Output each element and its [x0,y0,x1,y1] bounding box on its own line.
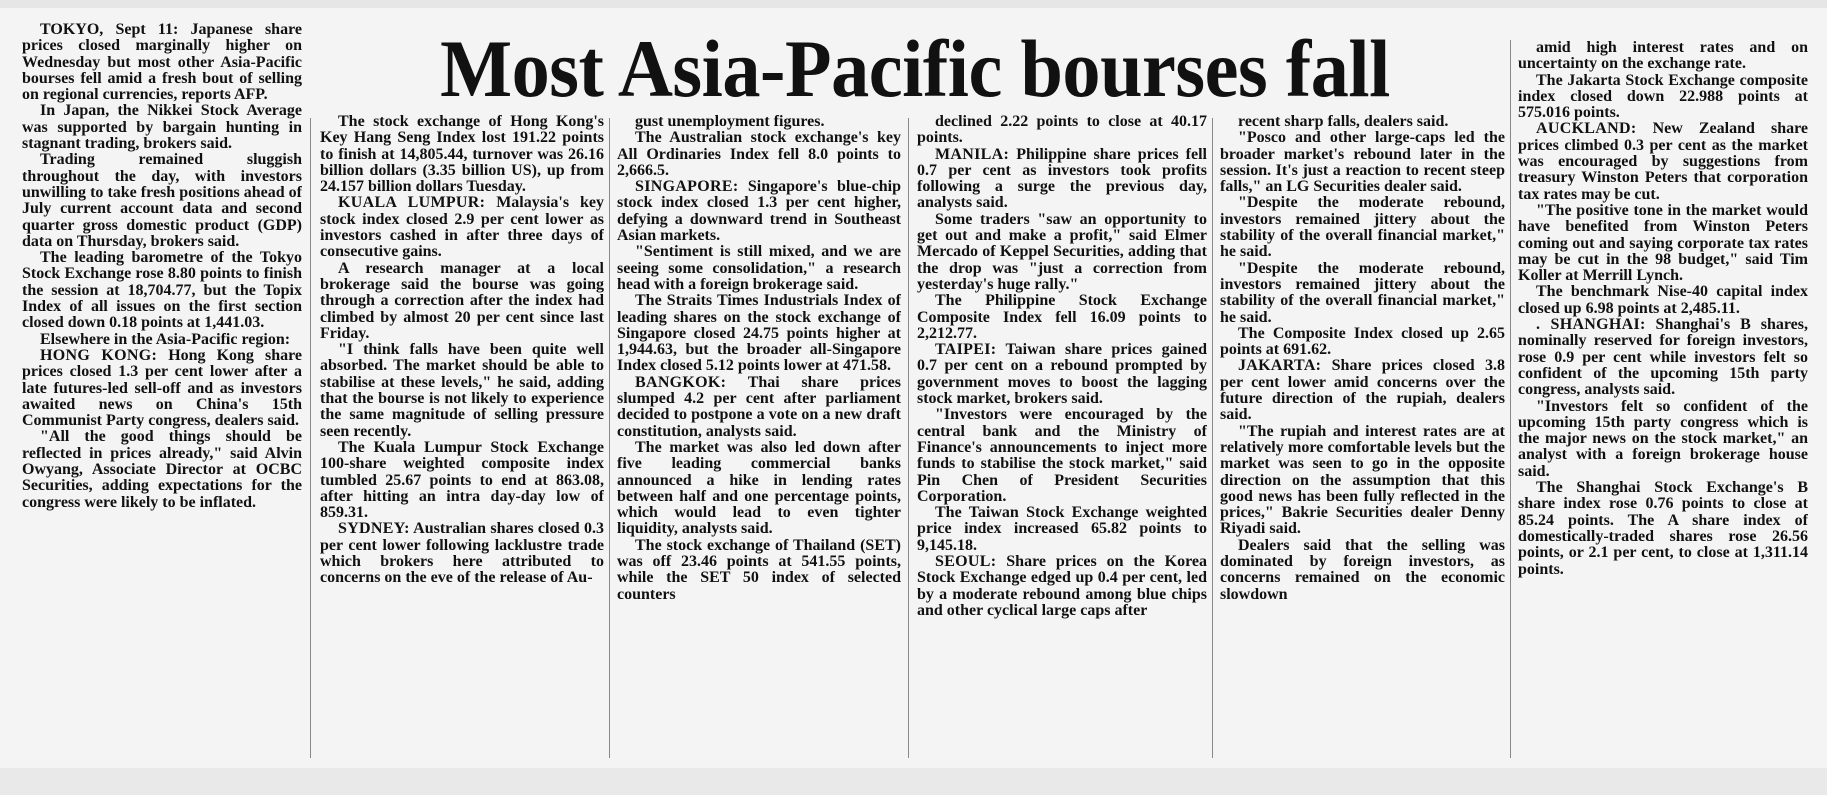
article-paragraph: "Despite the moderate rebound, investors remained jittery about the stability of the overall financial market," he said. [1220,194,1505,261]
article-paragraph: The Taiwan Stock Exchange weighted price index increased 65.82 points to 9,145.18. [917,504,1207,554]
dateline: SEOUL: [935,553,997,571]
headline: Most Asia-Pacific bourses fall [440,23,1390,114]
article-paragraph: "Posco and other large-caps led the broader market's rebound later in the session. It's just a reaction to recent steep falls," an LG Securities dealer said. [1220,129,1505,196]
article-paragraph: "Investors were encouraged by the central bank and the Ministry of Finance's announcements to inject more funds to stabilise the stock market," said Pin Chen of President Securities Corporation. [917,406,1207,505]
dateline: SYDNEY: [338,520,410,538]
dateline: JAKARTA: [1238,357,1322,375]
dateline: AUCKLAND: [1536,120,1637,138]
article-paragraph: Some traders "saw an opportunity to get out and make a profit," said Elmer Mercado of Keppel Securities, adding that the drop was "just a correction from yesterday's huge rally." [917,210,1207,293]
dateline: KUALA LUMPUR: [338,194,486,212]
dateline: TAIPEI: [935,341,997,359]
article-paragraph: A research manager at a local brokerage said the bourse was going through a correction after the index had climbed by almost 20 per cent since last Friday. [320,259,604,342]
article-column-3 [617,114,901,764]
top-cut-edge [0,0,1827,8]
article-column-4 [917,114,1207,764]
dateline: HONG KONG: [40,346,158,364]
article-column-2 [320,114,604,764]
article-paragraph: In Japan, the Nikkei Stock Average was supported by bargain hunting in stagnant trading, brokers said. [22,102,302,153]
article-paragraph: "The rupiah and interest rates are at relatively more comfortable levels but the market was seen to go in the opposite direction on the assumption that this good news has been fully reflected in the prices," Bakrie Securities dealer Denny Riyadi said. [1220,422,1505,538]
article-paragraph: The leading barometre of the Tokyo Stock Exchange rose 8.80 points to finish the session at 18,704.77, but the Topix Index of all issues on the first section closed down 0.18 points at 1,441.03. [22,249,302,332]
article-paragraph: The Australian stock exchange's key All Ordinaries Index fell 8.0 points to 2,666.5. [617,129,901,179]
article-paragraph: The Shanghai Stock Exchange's B share index rose 0.76 points to close at 85.24 points. The A share index of domestically-traded shares rose 26.56 points, or 2.1 per cent, to close at 1,311.14 points. [1518,479,1808,578]
article-paragraph: Dealers said that the selling was dominated by foreign investors, as concerns remained on the economic slowdown [1220,536,1505,603]
article-column-1 [22,22,302,762]
article-paragraph: Elsewhere in the Asia-Pacific region: [40,330,291,348]
article-paragraph: amid high interest rates and on uncertainty on the exchange rate. [1518,40,1808,73]
dateline: MANILA: [935,145,1010,163]
dateline: . SHANGHAI: [1536,316,1646,334]
article-paragraph: "Investors felt so confident of the upcoming 15th party congress which is the major news on the stock market," an analyst with a foreign brokerage house said. [1518,397,1808,480]
dateline: BANGKOK: [635,373,727,391]
column-rule [908,118,909,758]
article-paragraph: "The positive tone in the market would have benefited from Winston Peters coming out and saying corporate tax rates may be cut in the 98 budget," said Tim Koller at Merrill Lynch. [1518,201,1808,285]
article-paragraph: The Jakarta Stock Exchange composite index closed down 22.988 points at 575.016 points. [1518,71,1808,122]
article-paragraph: The market was also led down after five leading commercial banks announced a hike in lending rates between half and one percentage points, which would lead to even tighter liquidity, analysts said. [617,438,901,538]
article-paragraph: SINGAPORE: Singapore's blue-chip stock index closed 1.3 per cent higher, defying a downward trend in Southeast Asian markets. [617,178,901,245]
article-paragraph: declined 2.22 points to close at 40.17 points. [917,114,1207,147]
article-paragraph: gust unemployment figures. [635,114,825,130]
column-rule [310,118,311,758]
article-paragraph: BANGKOK: Thai share prices slumped 4.2 per cent after parliament decided to postpone a vote on a new draft constitution, analysts said. [617,373,901,440]
article-paragraph: HONG KONG: Hong Kong share prices closed 1.3 per cent lower after a late futures-led sell-off and as investors awaited news on China's 15th Communist Party congress, dealers said. [22,346,302,430]
article-paragraph: TOKYO, Sept 11: Japanese share prices closed marginally higher on Wednesday but most other Asia-Pacific bourses fell amid a fresh bout of selling on regional currencies, reports AFP. [22,22,302,104]
article-paragraph: KUALA LUMPUR: Malaysia's key stock index closed 2.9 per cent lower as investors cashed in after three days of consecutive gains. [320,194,604,261]
column-rule [1510,40,1511,758]
article-paragraph: SEOUL: Share prices on the Korea Stock Exchange edged up 0.4 per cent, led by a moderate rebound among blue chips and other cyclical large caps after [917,553,1207,619]
article-paragraph: JAKARTA: Share prices closed 3.8 per cent lower amid concerns over the future direction of the rupiah, dealers said. [1220,357,1505,424]
bottom-margin [0,768,1827,795]
dateline: SINGAPORE: [635,178,739,196]
article-paragraph: MANILA: Philippine share prices fell 0.7 per cent as investors took profits following a surge the previous day, analysts said. [917,145,1207,212]
article-paragraph: "All the good things should be reflected in prices already," said Alvin Owyang, Associate Director at OCBC Securities, adding expectations for the congress were likely to be inflated. [22,428,302,511]
article-column-6 [1518,40,1808,760]
article-paragraph: Trading remained sluggish throughout the day, with investors unwilling to take fresh positions ahead of July current account data and second quarter gross domestic product (GDP) data on Thursday, brokers said. [22,151,302,250]
article-paragraph: The Kuala Lumpur Stock Exchange 100-share weighted composite index tumbled 25.67 points to end at 863.08, after hitting an intra day-day low of 859.31. [320,438,604,522]
article-paragraph: The stock exchange of Hong Kong's Key Hang Seng Index lost 191.22 points to finish at 14,805.44, turnover was 26.16 billion dollars (3.35 billion US), up from 24.157 billion dollars Tuesday. [320,114,604,196]
article-paragraph: AUCKLAND: New Zealand share prices climbed 0.3 per cent as the market was encouraged by suggestions from treasury Winston Peters that corporation tax rates may be cut. [1518,120,1808,203]
column-rule [1212,118,1213,758]
column-rule [609,118,610,758]
article-paragraph: The benchmark Nise-40 capital index closed up 6.98 points at 2,485.11. [1518,283,1808,317]
article-paragraph: The stock exchange of Thailand (SET) was off 23.46 points at 541.55 points, while the SET 50 index of selected counters [617,536,901,603]
article-paragraph: The Philippine Stock Exchange Composite Index fell 16.09 points to 2,212.77. [917,292,1207,342]
article-paragraph: The Composite Index closed up 2.65 points at 691.62. [1220,324,1505,359]
article-paragraph: "Sentiment is still mixed, and we are seeing some consolidation," a research head with a foreign brokerage said. [617,243,901,293]
article-paragraph: "I think falls have been quite well absorbed. The market should be able to stabilise at these levels," he said, adding that the bourse is not likely to experience the same magnitude of selling pressure seen recently. [320,341,604,440]
article-paragraph: . SHANGHAI: Shanghai's B shares, nominally reserved for foreign investors, rose 0.9 per cent while investors felt so confident of the upcoming 15th party congress, analysts said. [1518,316,1808,399]
article-paragraph: The Straits Times Industrials Index of leading shares on the stock exchange of Singapore closed 24.75 points higher at 1,944.63, but the broader all-Singapore Index closed 5.12 points lower at 471.58. [617,292,901,375]
article-paragraph: TAIPEI: Taiwan share prices gained 0.7 per cent on a rebound prompted by government moves to boost the lagging stock market, brokers said. [917,341,1207,408]
article-column-5 [1220,114,1505,764]
article-paragraph: recent sharp falls, dealers said. [1238,114,1449,130]
article-paragraph: "Despite the moderate rebound, investors remained jittery about the stability of the overall financial market," he said. [1220,259,1505,326]
article-paragraph: SYDNEY: Australian shares closed 0.3 per cent lower following lacklustre trade which brokers here attributed to concerns on the eve of the release of Au- [320,520,604,587]
